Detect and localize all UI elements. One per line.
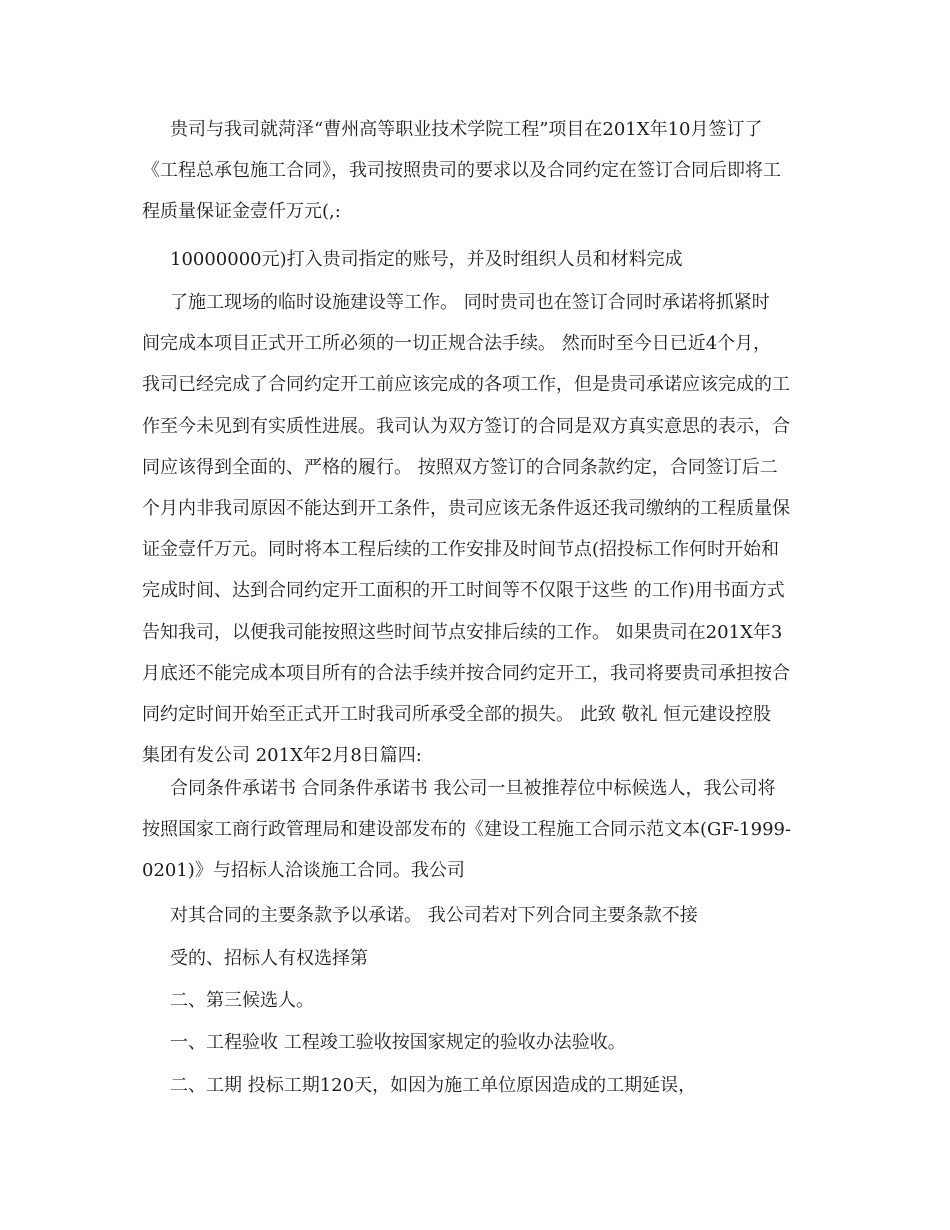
text-line: 告知我司，以便我司能按照这些时间节点安排后续的工作。 如果贵司在201X年3 [142,621,783,643]
paragraph-1 [142,109,814,233]
text-line: 程质量保证金壹仟万元(,: [142,201,341,223]
paragraph-6 [142,938,814,979]
paragraph-5 [142,895,814,936]
text-line: 对其合同的主要条款予以承诺。 我公司若对下列合同主要条款不接 [170,905,698,926]
text-line: 《工程总承包施工合同》，我司按照贵司的要求以及合同约定在签订合同后即将工 [142,160,781,182]
text-line: 一、工程验收 工程竣工验收按国家规定的验收办法验收。 [170,1032,626,1053]
text-line: 贵司与我司就菏泽“曹州高等职业技术学院工程”项目在201X年10月签订了 [170,119,763,140]
text-line: 集团有发公司 201X年2月8日篇四: [142,745,422,767]
text-line: 二、第三候选人。 [170,990,314,1011]
text-line: 了施工现场的临时设施建设等工作。 同时贵司也在签订合同时承诺将抓紧时 [170,292,770,313]
text-line: 个月内非我司原因不能达到开工条件，贵司应该无条件返还我司缴纳的工程质量保 [142,497,790,519]
text-line: 间完成本项目正式开工所必须的一切正规合法手续。 然而时至今日已近4个月， [142,333,772,355]
text-line: 完成时间、达到合同约定开工面积的开工时间等不仅限于这些 的工作)用书面方式 [142,580,785,602]
paragraph-9 [142,1065,814,1106]
text-line: 合同条件承诺书 合同条件承诺书 我公司一旦被推荐位中标候选人，我公司将 [170,778,776,799]
paragraph-8 [142,1022,814,1063]
text-line: 按照国家工商行政管理局和建设部发布的《建设工程施工合同示范文本(GF-1999- [142,819,792,841]
text-line: 同约定时间开始至正式开工时我司所承受全部的损失。 此致 敬礼 恒元建设控股 [142,703,772,725]
text-line: 受的、招标人有权选择第 [170,948,368,969]
paragraph-7 [142,980,814,1021]
text-line: 月底还不能完成本项目所有的合法手续并按合同约定开工，我司将要贵司承担按合 [142,662,790,684]
text-line: 0201)》与招标人洽谈施工合同。我公司 [142,860,465,882]
text-line: 证金壹仟万元。同时将本工程后续的工作安排及时间节点(招投标工作何时开始和 [142,539,780,561]
text-line: 作至今未见到有实质性进展。我司认为双方签订的合同是双方真实意思的表示，合 [142,415,790,437]
text-line: 同应该得到全面的、严格的履行。 按照双方签订的合同条款约定，合同签订后二 [142,456,778,478]
paragraph-3 [142,282,814,776]
text-line: 我司已经完成了合同约定开工前应该完成的各项工作，但是贵司承诺应该完成的工 [142,374,790,396]
text-line: 二、工期 投标工期120天，如因为施工单位原因造成的工期延误， [170,1075,697,1096]
paragraph-2 [142,239,814,280]
text-line: 10000000元)打入贵司指定的账号，并及时组织人员和材料完成 [170,249,683,270]
paragraph-4 [142,768,814,892]
